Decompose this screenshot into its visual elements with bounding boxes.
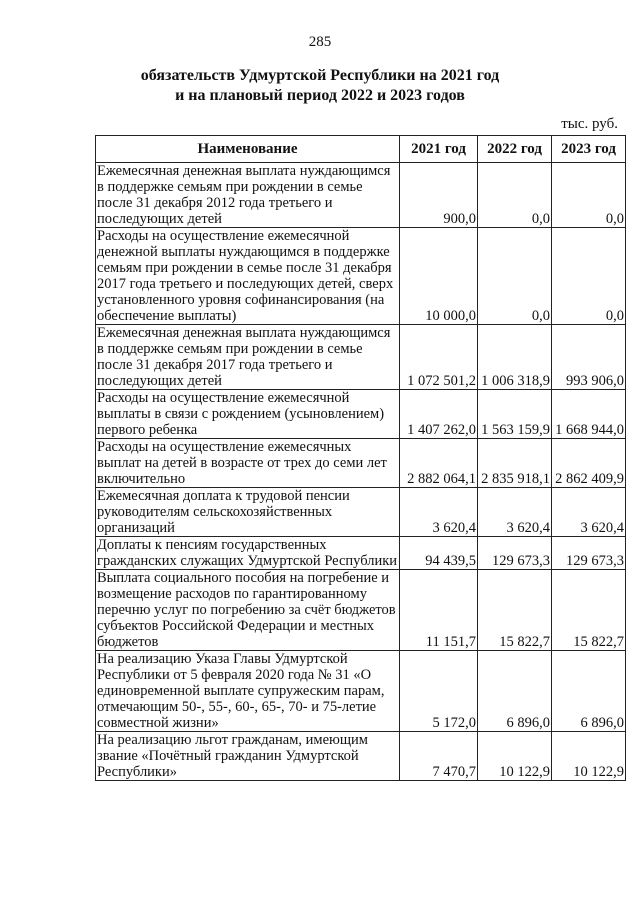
row-value-2021: 10 000,0 [400,228,478,325]
page-title [0,66,640,106]
table-row [96,439,626,488]
row-value-2023: 2 862 409,9 [552,439,626,488]
row-value-2022: 2 835 918,1 [478,439,552,488]
units-label: тыс. руб. [561,116,618,132]
row-value-2021: 11 151,7 [400,570,478,651]
table-row [96,390,626,439]
row-value-2023: 0,0 [552,228,626,325]
row-name: Расходы на осуществление ежемесячных выплат на детей в возрасте от трех до семи лет включительно [96,439,400,488]
row-value-2023: 3 620,4 [552,488,626,537]
row-name: Расходы на осуществление ежемесячной денежной выплаты нуждающимся в поддержке семьям при рождении в семье после 31 декабря 2017 года третьего и последующих детей, сверх установленного уровня софинансирования (на обеспечение выплаты) [96,228,400,325]
row-name: На реализацию льгот гражданам, имеющим звание «Почётный гражданин Удмуртской Республики» [96,732,400,781]
row-value-2021: 900,0 [400,163,478,228]
row-value-2021: 2 882 064,1 [400,439,478,488]
row-value-2022: 6 896,0 [478,651,552,732]
row-value-2022: 129 673,3 [478,537,552,570]
title-line-1: обязательств Удмуртской Республики на 2021 год [140,67,500,84]
row-name: На реализацию Указа Главы Удмуртской Республики от 5 февраля 2020 года № 31 «О единовременной выплате супружеским парам, отмечающим 50-, 55-, 60-, 65-, 70- и 75-летие совместной жизни» [96,651,400,732]
row-value-2021: 5 172,0 [400,651,478,732]
row-value-2022: 3 620,4 [478,488,552,537]
row-value-2023: 6 896,0 [552,651,626,732]
row-value-2021: 1 072 501,2 [400,325,478,390]
table-row [96,651,626,732]
row-value-2023: 1 668 944,0 [552,390,626,439]
header-2021: 2021 год [400,136,478,163]
budget-table [95,135,626,781]
row-value-2022: 1 563 159,9 [478,390,552,439]
header-name: Наименование [96,136,400,163]
header-2023: 2023 год [552,136,626,163]
row-name: Доплаты к пенсиям государственных гражданских служащих Удмуртской Республики [96,537,400,570]
row-value-2022: 0,0 [478,228,552,325]
table-row [96,488,626,537]
row-value-2023: 15 822,7 [552,570,626,651]
row-value-2022: 1 006 318,9 [478,325,552,390]
table-row [96,163,626,228]
row-name: Ежемесячная денежная выплата нуждающимся в поддержке семьям при рождении в семье после 31 декабря 2012 года третьего и последующих детей [96,163,400,228]
header-2022: 2022 год [478,136,552,163]
row-value-2021: 1 407 262,0 [400,390,478,439]
row-value-2023: 993 906,0 [552,325,626,390]
row-name: Ежемесячная доплата к трудовой пенсии руководителям сельскохозяйственных организаций [96,488,400,537]
page-number: 285 [308,34,332,50]
row-value-2021: 7 470,7 [400,732,478,781]
table-row [96,570,626,651]
table-row [96,732,626,781]
row-value-2022: 15 822,7 [478,570,552,651]
row-value-2023: 0,0 [552,163,626,228]
title-line-2: и на плановый период 2022 и 2023 годов [175,87,465,104]
row-value-2021: 94 439,5 [400,537,478,570]
table-row [96,537,626,570]
row-value-2021: 3 620,4 [400,488,478,537]
row-value-2022: 0,0 [478,163,552,228]
table-header-row [96,136,626,163]
row-name: Ежемесячная денежная выплата нуждающимся в поддержке семьям при рождении в семье после 31 декабря 2017 года третьего и последующих детей [96,325,400,390]
table-row [96,228,626,325]
row-value-2023: 129 673,3 [552,537,626,570]
row-name: Выплата социального пособия на погребение и возмещение расходов по гарантированному перечню услуг по погребению за счёт бюджетов субъектов Российской Федерации и местных бюджетов [96,570,400,651]
row-value-2023: 10 122,9 [552,732,626,781]
row-name: Расходы на осуществление ежемесячной выплаты в связи с рождением (усыновлением) первого ребенка [96,390,400,439]
row-value-2022: 10 122,9 [478,732,552,781]
table-row [96,325,626,390]
